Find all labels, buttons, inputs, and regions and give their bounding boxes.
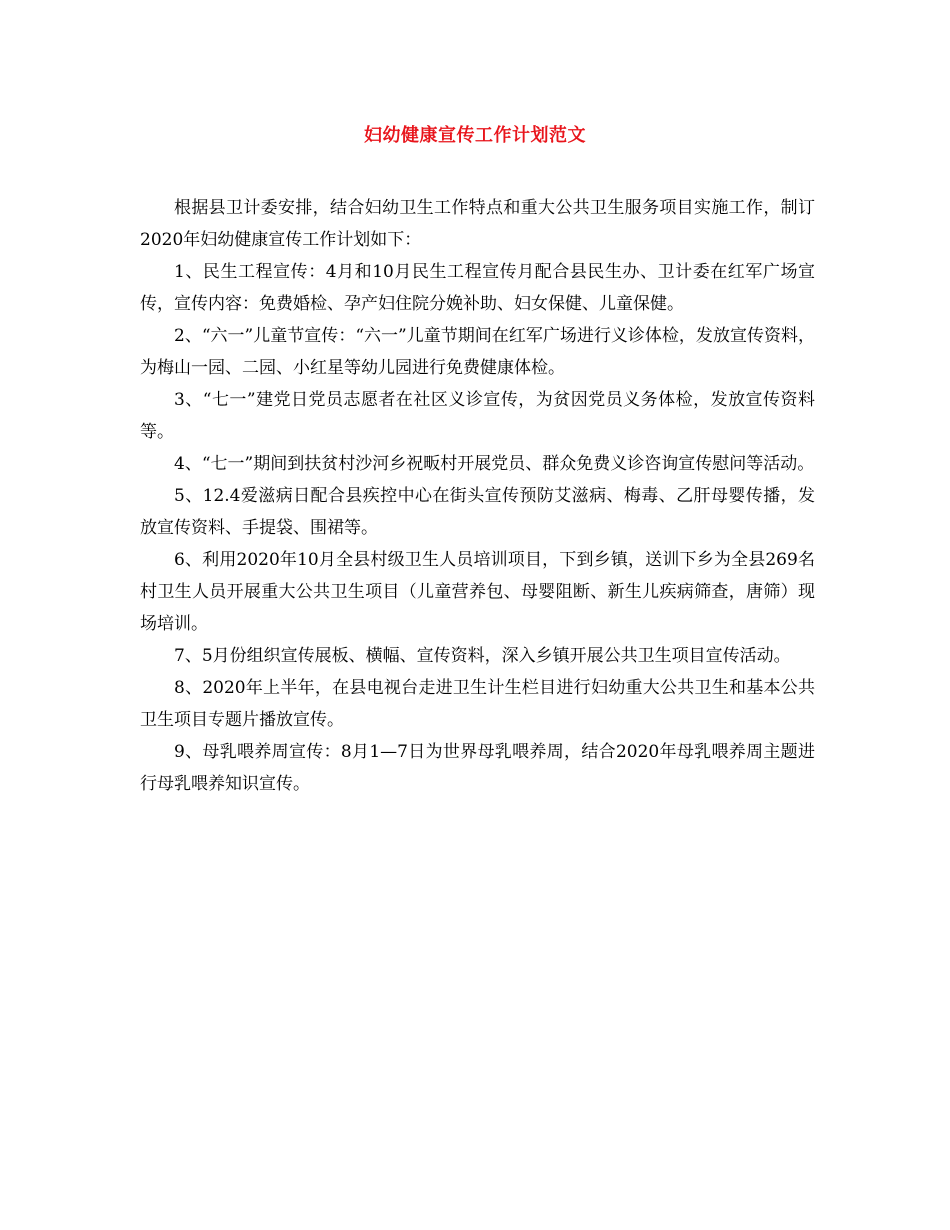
intro-paragraph: 根据县卫计委安排，结合妇幼卫生工作特点和重大公共卫生服务项目实施工作，制订2020年妇幼健康宣传工作计划如下： [140,198,815,250]
plan-item-8: 8、2020年上半年，在县电视台走进卫生计生栏目进行妇幼重大公共卫生和基本公共卫生项目专题片播放宣传。 [140,678,815,730]
plan-item-6: 6、利用2020年10月全县村级卫生人员培训项目，下到乡镇，送训下乡为全县269名村卫生人员开展重大公共卫生项目（儿童营养包、母婴阻断、新生儿疾病筛查，唐筛）现场培训。 [140,550,815,634]
document-title: 妇幼健康宣传工作计划范文 [364,125,586,146]
plan-item-9: 9、母乳喂养周宣传：8月1—7日为世界母乳喂养周，结合2020年母乳喂养周主题进行母乳喂养知识宣传。 [140,742,815,794]
plan-item-5: 5、12.4爱滋病日配合县疾控中心在街头宣传预防艾滋病、梅毒、乙肝母婴传播，发放宣传资料、手提袋、围裙等。 [140,486,815,538]
plan-item-3: 3、“七一”建党日党员志愿者在社区义诊宣传，为贫因党员义务体检，发放宣传资料等。 [140,390,815,442]
plan-item-1: 1、民生工程宣传：4月和10月民生工程宣传月配合县民生办、卫计委在红军广场宣传，宣传内容：免费婚检、孕产妇住院分娩补助、妇女保健、儿童保健。 [140,262,815,314]
plan-item-7: 7、5月份组织宣传展板、横幅、宣传资料，深入乡镇开展公共卫生项目宣传活动。 [174,646,791,666]
plan-item-4: 4、“七一”期间到扶贫村沙河乡祝畈村开展党员、群众免费义诊咨询宣传慰问等活动。 [174,454,815,474]
plan-item-2: 2、“六一”儿童节宣传：“六一”儿童节期间在红军广场进行义诊体检，发放宣传资料，为梅山一园、二园、小红星等幼儿园进行免费健康体检。 [140,326,815,378]
document-body [140,192,815,800]
